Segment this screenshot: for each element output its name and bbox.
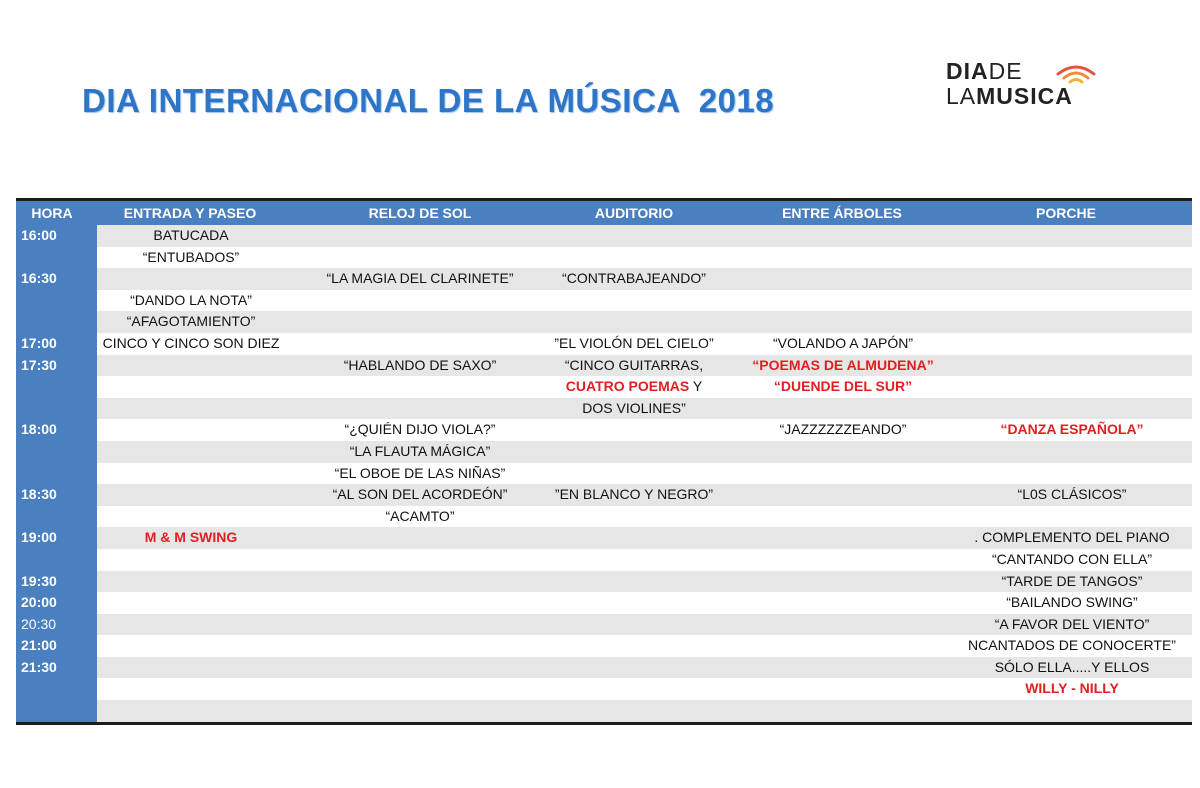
logo-text-musica: MUSICA (976, 83, 1073, 109)
hour-cell: 16:00 (16, 225, 97, 247)
entrada-cell: “DANDO LA NOTA” (130, 291, 252, 308)
logo-text-de: DE (988, 58, 1023, 84)
hour-cell (16, 506, 97, 528)
entrada-cell: “ENTUBADOS” (142, 248, 240, 265)
table-row (16, 678, 1192, 700)
hour-cell (16, 678, 97, 700)
table-header (16, 198, 1192, 225)
hour-cell (16, 247, 97, 269)
arboles-cell: “VOLANDO A JAPÓN” (772, 334, 914, 351)
entrada-cell: M & M SWING (144, 529, 238, 546)
auditorio-cell (542, 376, 726, 398)
table-row (16, 268, 1192, 290)
hour-cell: 20:00 (16, 592, 97, 614)
dia-de-la-musica-logo (946, 58, 1106, 118)
hour-cell: 19:30 (16, 571, 97, 593)
hour-cell: 17:00 (16, 333, 97, 355)
schedule-rows (16, 225, 1192, 722)
logo-text-dia: DIA (946, 58, 989, 84)
hour-cell (16, 290, 97, 312)
hour-cell (16, 398, 97, 420)
table-row (16, 463, 1192, 485)
auditorio-cell: ”EN BLANCO Y NEGRO” (554, 486, 714, 503)
auditorio-cell: ”EL VIOLÓN DEL CIELO” (554, 334, 714, 351)
auditorio-tail: Y (689, 378, 703, 395)
auditorio-cell: “CONTRABAJEANDO” (562, 270, 706, 287)
reloj-cell: “EL OBOE DE LAS NIÑAS” (334, 464, 506, 481)
table-row (16, 247, 1192, 269)
porche-cell: WILLY - NILLY (1025, 680, 1119, 697)
header-porche: PORCHE (1036, 205, 1096, 221)
table-row (16, 657, 1192, 679)
porche-cell: “BAILANDO SWING” (1006, 594, 1138, 611)
table-row (16, 635, 1192, 657)
auditorio-cell: DOS VIOLINES” (582, 399, 686, 416)
reloj-cell: “AL SON DEL ACORDEÓN” (332, 486, 508, 503)
hour-cell: 19:00 (16, 527, 97, 549)
table-row (16, 376, 1192, 398)
hour-cell (16, 311, 97, 333)
header-reloj-de-sol: RELOJ DE SOL (368, 205, 472, 221)
auditorio-cell: “CINCO GUITARRAS, (564, 356, 704, 373)
sound-waves-icon (1052, 60, 1100, 84)
reloj-cell: “LA MAGIA DEL CLARINETE” (326, 270, 514, 287)
table-row (16, 311, 1192, 333)
table-row (16, 506, 1192, 528)
header-auditorio: AUDITORIO (594, 205, 674, 221)
table-row (16, 355, 1192, 377)
hour-cell (16, 463, 97, 485)
arboles-cell: “POEMAS DE ALMUDENA” (752, 356, 934, 373)
page-title: DIA INTERNACIONAL DE LA MÚSICA 2018 (82, 82, 775, 119)
hour-cell: 18:00 (16, 419, 97, 441)
hour-cell: 17:30 (16, 355, 97, 377)
table-row (16, 700, 1192, 722)
reloj-cell: “¿QUIÉN DIJO VIOLA?” (344, 421, 496, 438)
table-row (16, 614, 1192, 636)
header-hora: HORA (31, 205, 73, 221)
reloj-cell: “LA FLAUTA MÁGICA” (349, 442, 491, 459)
porche-cell: “DANZA ESPAÑOLA” (1000, 421, 1144, 438)
hour-cell: 16:30 (16, 268, 97, 290)
porche-cell: “CANTANDO CON ELLA” (992, 550, 1152, 567)
entrada-cell: BATUCADA (153, 227, 229, 243)
porche-cell: “TARDE DE TANGOS” (1001, 572, 1143, 589)
hour-cell: 21:00 (16, 635, 97, 657)
table-row (16, 225, 1192, 247)
header-entre-arboles: ENTRE ÁRBOLES (782, 205, 902, 221)
table-row (16, 592, 1192, 614)
porche-cell: SÓLO ELLA.....Y ELLOS (994, 658, 1150, 675)
porche-cell: NCANTADOS DE CONOCERTE” (968, 637, 1176, 654)
porche-cell: . COMPLEMENTO DEL PIANO (974, 529, 1170, 546)
auditorio-highlight: CUATRO POEMAS (565, 378, 690, 395)
logo-text-la: LA (946, 83, 977, 109)
hour-cell: 21:30 (16, 657, 97, 679)
reloj-cell: “HABLANDO DE SAXO” (343, 356, 497, 373)
hour-cell: 18:30 (16, 484, 97, 506)
hour-cell (16, 441, 97, 463)
table-row (16, 290, 1192, 312)
table-row (16, 484, 1192, 506)
entrada-cell: CINCO Y CINCO SON DIEZ (102, 334, 280, 351)
table-row (16, 527, 1192, 549)
table-row (16, 441, 1192, 463)
hour-cell (16, 549, 97, 571)
hour-cell (16, 376, 97, 398)
arboles-cell: “JAZZZZZZEANDO” (779, 421, 907, 438)
table-row (16, 571, 1192, 593)
table-row (16, 419, 1192, 441)
arboles-cell: “DUENDE DEL SUR” (773, 378, 913, 395)
entrada-cell: “AFAGOTAMIENTO” (126, 313, 256, 330)
table-row (16, 398, 1192, 420)
porche-cell: “A FAVOR DEL VIENTO” (994, 615, 1150, 632)
schedule-table (16, 198, 1192, 725)
table-row (16, 333, 1192, 355)
hour-cell: 20:30 (16, 614, 97, 636)
hour-cell (16, 700, 97, 722)
table-row (16, 549, 1192, 571)
header-entrada-y-paseo: ENTRADA Y PASEO (123, 205, 257, 221)
reloj-cell: “ACAMTO” (385, 507, 455, 524)
table-bottom-border (16, 722, 1192, 725)
porche-cell: “L0S CLÁSICOS” (1017, 486, 1127, 503)
